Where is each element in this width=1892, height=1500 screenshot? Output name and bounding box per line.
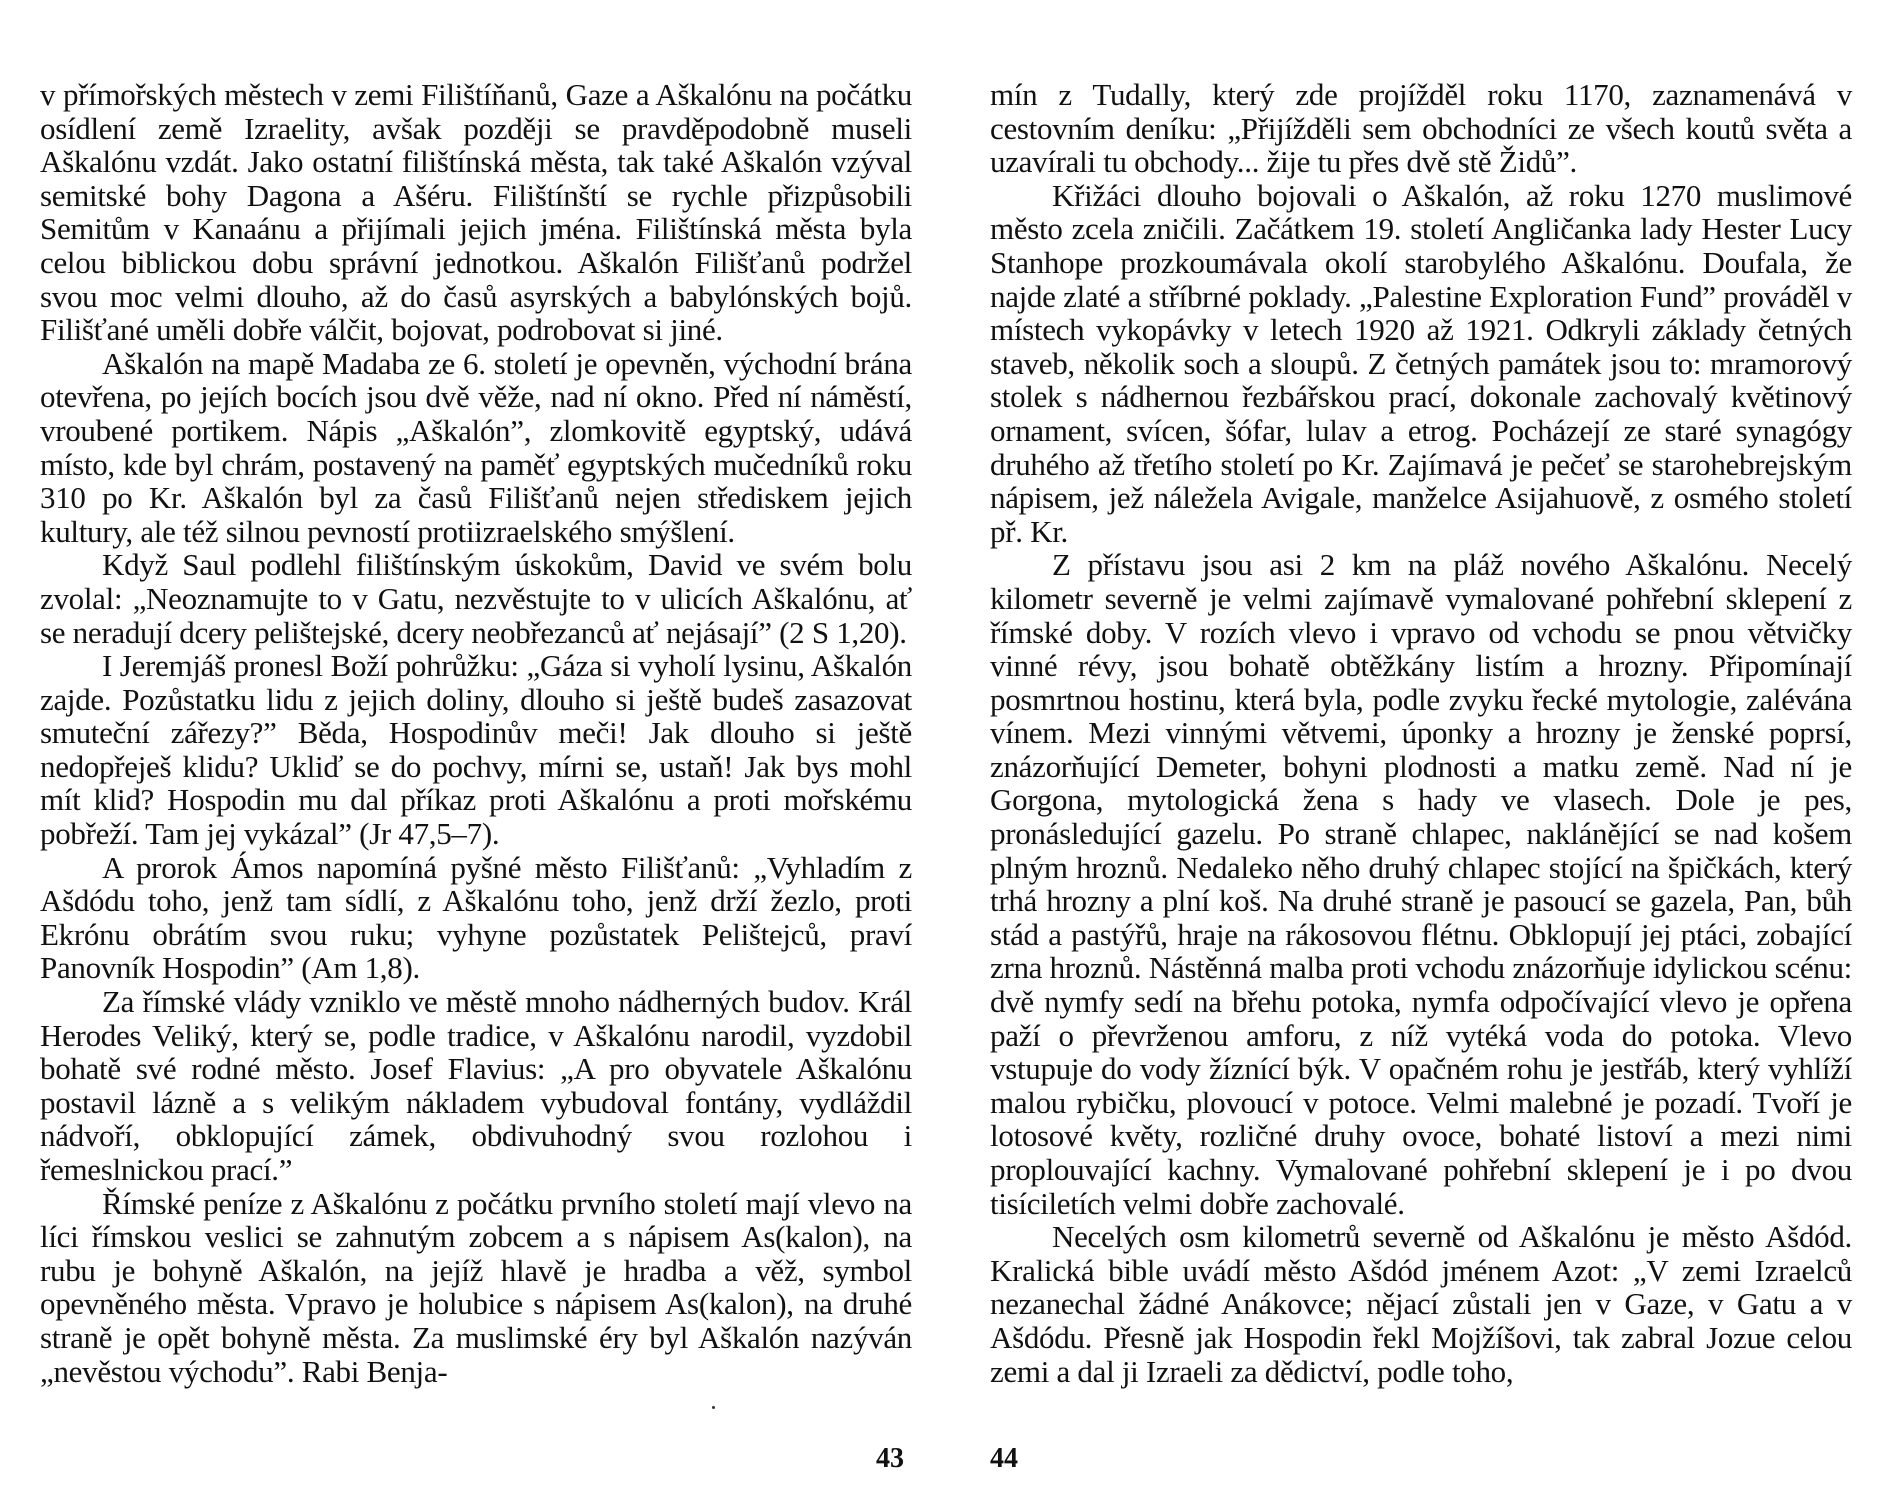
paragraph: Aškalón na mapě Madaba ze 6. století je opevněn, východní brána otevřena, po jejích bocích jsou dvě věže, nad ní okno. Před ní náměstí, vroubené portikem. Nápis „Aškalón”, zlomkovitě egyptský, udává místo, kde byl chrám, postavený na paměť egyptských mučedníků roku 310 po Kr. Aškalón byl za časů Filišťanů nejen střediskem jejich kultury, ale též silnou pevností protiizraelského smýšlení. (40, 345, 912, 549)
paragraph: Za římské vlády vzniklo ve městě mnoho nádherných budov. Král Herodes Veliký, který se, podle tradice, v Aškalónu narodil, vyzdobil bohatě své rodné město. Josef Flavius: „A pro obyvatele Aškalónu postavil lázně a s velikým nákladem vybudoval fontány, vydláždil nádvoří, obklopující zámek, obdivuhodný svou rozlohou i řemeslnickou prací.” (40, 984, 912, 1187)
right-page (990, 78, 1852, 1388)
left-page (40, 78, 912, 1388)
paragraph: Necelých osm kilometrů severně od Aškalónu je město Ašdód. Kralická bible uvádí město Ašdód jménem Azot: „V zemi Izraelců nezanechal žádné Anákovce; nějací zůstali jen v Gaze, v Gatu a v Ašdódu. Přesně jak Hospodin řekl Mojžíšovi, tak zabral Jozue celou zemi a dal ji Izraeli za dědictví, podle toho, (990, 1219, 1852, 1389)
paragraph: Křižáci dlouho bojovali o Aškalón, až roku 1270 muslimové město zcela zničili. Začátkem 19. století Angličanka lady Hester Lucy Stanhope prozkoumávala okolí starobylého Aškalónu. Doufala, že najde zlaté a stříbrné poklady. „Palestine Exploration Fund” prováděl v místech vykopávky v letech 1920 až 1921. Odkryli základy četných staveb, několik soch a sloupů. Z četných památek jsou to: mramorový stolek s nádhernou řezbářskou prací, dokonale zachovalý květinový ornament, svícen, šófar, lulav a etrog. Pocházejí ze staré synagógy druhého až třetího století po Kr. Zajímavá je pečeť se starohebrejským nápisem, jež náležela Avigale, manželce Asijahuově, z osmého století př. Kr. (990, 177, 1852, 549)
page-number-left: 43 (876, 1443, 904, 1474)
page-number-right: 44 (990, 1443, 1018, 1474)
paragraph: Římské peníze z Aškalónu z počátku prvního století mají vlevo na líci římskou veslici se zahnutým zobcem a s nápisem As(kalon), na rubu je bohyně Aškalón, na jejíž hlavě je hradba a věž, symbol opevněného města. Vpravo je holubice s nápisem As(kalon), na druhé straně je opět bohyně města. Za muslimské éry byl Aškalón nazýván „nevěstou východu”. Rabi Benja- (40, 1185, 912, 1389)
left-page-text (40, 78, 912, 1388)
right-page-text (990, 78, 1852, 1388)
paragraph: v přímořských městech v zemi Filištíňanů, Gaze a Aškalónu na počátku osídlení země Izraelity, avšak později se pravděpodobně museli Aškalónu vzdát. Jako ostatní filištínská města, tak také Aškalón vzýval semitské bohy Dagona a Ašéru. Filištínští se rychle přizpůsobili Semitům v Kanaánu a přijímali jejich jména. Filištínská města byla celou biblickou dobu správní jednotkou. Aškalón Filišťanů podržel svou moc velmi dlouho, až do časů asyrských a babylónských bojů. Filišťané uměli dobře válčit, bojovat, podrobovat si jiné. (40, 77, 912, 348)
print-speck (712, 1406, 715, 1409)
paragraph: Když Saul podlehl filištínským úskokům, David ve svém bolu zvolal: „Neoznamujte to v Gatu, nezvěstujte to v ulicích Aškalónu, ať se neradují dcery pelištejské, dcery neobřezanců ať nejásají” (2 S 1,20). (40, 547, 912, 650)
paragraph: Z přístavu jsou asi 2 km na pláž nového Aškalónu. Necelý kilometr severně je velmi zajímavě vymalované pohřební sklepení z římské doby. V rozích vlevo i vpravo od vchodu se pnou větvičky vinné révy, jsou bohatě obtěžkány listím a hrozny. Připomínají posmrtnou hostinu, která byla, podle zvyku řecké mytologie, zalévána vínem. Mezi vinnými větvemi, úponky a hrozny je ženské poprsí, znázorňující Demeter, bohyni plodnosti a matku země. Nad ní je Gorgona, mytologická žena s hady ve vlasech. Dole je pes, pronásledující gazelu. Po straně chlapec, naklánějící se nad košem plným hroznů. Nedaleko něho druhý chlapec stojící na špičkách, který trhá hrozny a plní koš. Na druhé straně je pasoucí se gazela, Pan, bůh stád a pastýřů, hraje na rákosovou flétnu. Obklopují jej ptáci, zobající zrna hroznů. Nástěnná malba proti vchodu znázorňuje idylickou scénu: dvě nymfy sedí na břehu potoka, nymfa odpočívající vlevo je opřena paží o převrženou amforu, z níž vytéká voda do potoka. Vlevo vstupuje do vody žíznící býk. V opačném rohu je jestřáb, který vyhlíží malou rybičku, plovoucí v potoce. Velmi malebné je pozadí. Tvoří je lotosové květy, rozličné druhy ovoce, bohaté listoví a mezi nimi proplouvající kachny. Vymalované pohřební sklepení je i po dvou tisíciletích velmi dobře zachovalé. (990, 547, 1852, 1221)
paragraph: A prorok Ámos napomíná pyšné město Filišťanů: „Vyhladím z Ašdódu toho, jenž tam sídlí, z Aškalónu toho, jenž drží žezlo, proti Ekrónu obrátím svou ruku; vyhyne pozůstatek Pelištejců, praví Panovník Hospodin” (Am 1,8). (40, 849, 912, 986)
paragraph: I Jeremjáš pronesl Boží pohrůžku: „Gáza si vyholí lysinu, Aškalón zajde. Pozůstatku lidu z jejich doliny, dlouho si ještě budeš zasazovat smuteční zářezy?” Běda, Hospodinův meči! Jak dlouho si ještě nedopřeješ klidu? Ukliď se do pochvy, mírni se, ustaň! Jak bys mohl mít klid? Hospodin mu dal příkaz proti Aškalónu a proti mořskému pobřeží. Tam jej vykázal” (Jr 47,5–7). (40, 648, 912, 852)
paragraph: mín z Tudally, který zde projížděl roku 1170, zaznamenává v cestovním deníku: „Přijížděli sem obchodníci ze všech koutů světa a uzavírali tu obchody... žije tu přes dvě stě Židů”. (990, 77, 1852, 180)
